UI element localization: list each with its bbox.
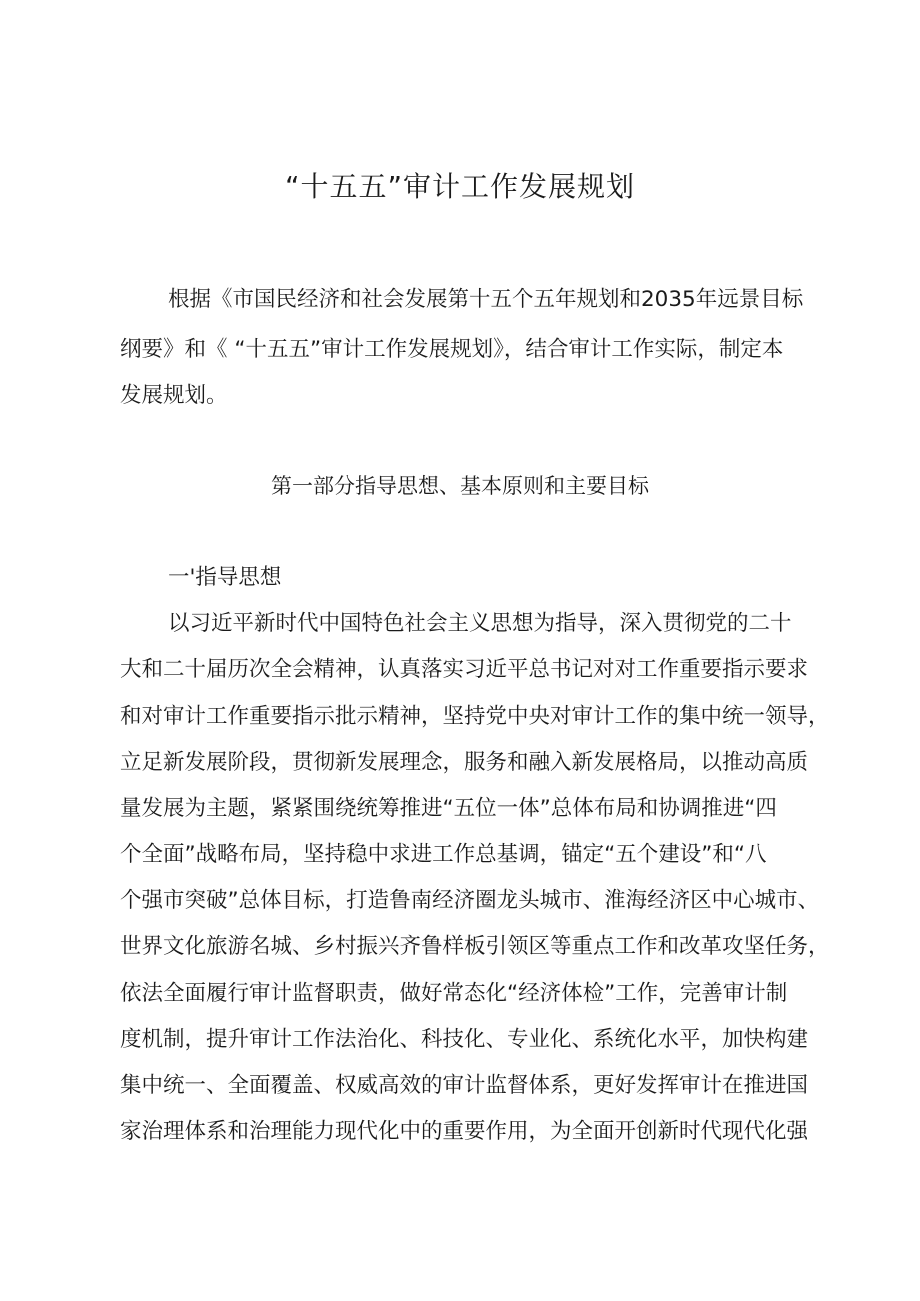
subsection-heading: 一'指导思想	[168, 565, 282, 590]
body-line: 家治理体系和治理能力现代化中的重要作用，为全面开创新时代现代化强	[120, 1119, 809, 1144]
body-line: 依法全面履行审计监督职责，做好常态化“经济体检”工作，完善审计制	[120, 981, 788, 1006]
document-title: “十五五”审计工作发展规划	[284, 170, 635, 203]
body-line: 世界文化旅游名城、乡村振兴齐鲁样板引领区等重点工作和改革攻坚任务，	[120, 934, 830, 959]
body-line: 以习近平新时代中国特色社会主义思想为指导，深入贯彻党的二十	[168, 611, 792, 636]
intro-line: 根据《市国民经济和社会发展第十五个五年规划和2035年远景目标	[168, 287, 804, 312]
body-line: 个强市突破”总体目标，打造鲁南经济圈龙头城市、淮海经济区中心城市、	[120, 888, 820, 913]
body-line: 立足新发展阶段，贯彻新发展理念，服务和融入新发展格局，以推动高质	[120, 750, 809, 775]
body-line: 个全面”战略布局，坚持稳中求进工作总基调，锚定“五个建设”和“八	[120, 842, 767, 867]
body-line: 度机制，提升审计工作法治化、科技化、专业化、系统化水平，加快构建	[120, 1027, 809, 1052]
intro-line: 发展规划。	[120, 383, 228, 408]
body-line: 集中统一、全面覆盖、权威高效的审计监督体系，更好发挥审计在推进国	[120, 1073, 809, 1098]
body-line: 量发展为主题，紧紧围绕统筹推进“五位一体”总体布局和协调推进“四	[120, 796, 777, 821]
body-line: 和对审计工作重要指示批示精神，坚持党中央对审计工作的集中统一领导，	[120, 704, 830, 729]
intro-line: 纲要》和《 “十五五”审计工作发展规划》，结合审计工作实际，制定本	[120, 337, 784, 362]
body-line: 大和二十届历次全会精神，认真落实习近平总书记对对工作重要指示要求	[120, 657, 809, 682]
section-heading: 第一部分指导思想、基本原则和主要目标	[271, 474, 649, 498]
